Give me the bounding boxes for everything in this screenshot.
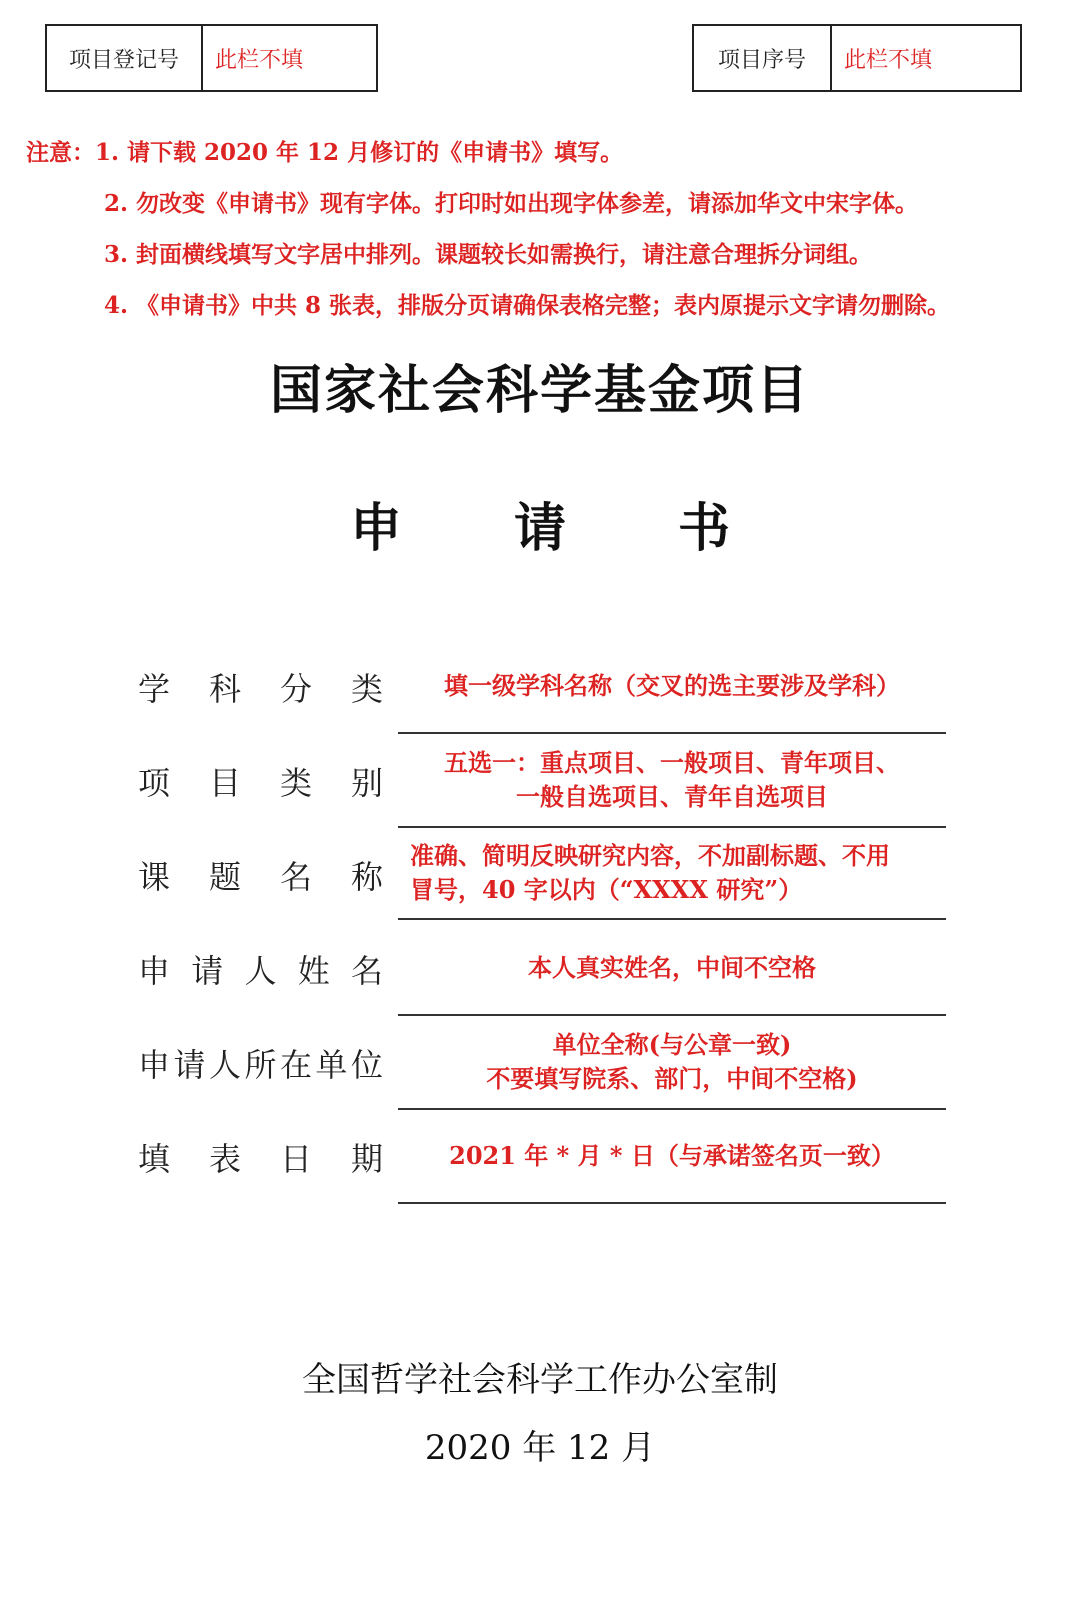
field-row-discipline (138, 640, 948, 734)
field-value-applicant-name[interactable] (398, 922, 946, 1016)
issuing-office: 全国哲学社会科学工作办公室制 (302, 1360, 778, 1400)
label-char: 学 (138, 670, 171, 708)
label-char: 姓 (297, 952, 330, 990)
issue-date: 2020 年 12 月 (424, 1428, 656, 1468)
project-registration-label: 项目登记号 (47, 26, 203, 90)
field-row-applicant-unit (138, 1016, 948, 1110)
field-value-discipline[interactable] (398, 640, 946, 734)
project-serial-box (692, 24, 1022, 92)
label-char: 类 (350, 670, 383, 708)
label-char: 日 (279, 1140, 312, 1178)
label-char: 课 (138, 858, 171, 896)
notice-line-1: 注意：1. 请下载 2020 年 12 月修订的《申请书》填写。 (26, 139, 624, 166)
field-value-topic-name[interactable] (398, 828, 946, 920)
label-char: 科 (208, 670, 241, 708)
notice-line-4: 4. 《申请书》中共 8 张表，排版分页请确保表格完整；表内原提示文字请勿删除。 (104, 292, 951, 319)
label-char: 请 (191, 952, 224, 990)
subtitle-char: 书 (677, 498, 730, 559)
field-label-applicant-name (138, 922, 383, 1016)
label-char: 人 (208, 1046, 241, 1084)
notice-line-2: 2. 勿改变《申请书》现有字体。打印时如出现字体参差，请添加华文中宋字体。 (104, 190, 919, 217)
cover-form (138, 640, 948, 1204)
label-char: 称 (350, 858, 383, 896)
field-row-project-type (138, 734, 948, 828)
field-row-topic-name (138, 828, 948, 922)
label-char: 分 (279, 670, 312, 708)
subtitle-char: 申 (350, 498, 403, 559)
document-subtitle (350, 486, 730, 561)
label-char: 名 (350, 952, 383, 990)
notice-line-3: 3. 封面横线填写文字居中排列。课题较长如需换行，请注意合理拆分词组。 (104, 241, 873, 268)
label-char: 名 (279, 858, 312, 896)
value-line: 五选一：重点项目、一般项目、青年项目、 (444, 748, 900, 777)
field-value-applicant-unit[interactable] (398, 1016, 946, 1110)
label-char: 项 (138, 764, 171, 802)
value-line: 2021 年 * 月 * 日（与承诺签名页一致） (449, 1141, 895, 1170)
label-char: 期 (350, 1140, 383, 1178)
field-value-project-type[interactable] (398, 734, 946, 828)
project-registration-value[interactable]: 此栏不填 (215, 47, 304, 73)
field-value-fill-date[interactable] (398, 1110, 946, 1204)
field-label-applicant-unit (138, 1016, 383, 1110)
value-line: 单位全称(与公章一致) (552, 1030, 792, 1059)
label-char: 题 (208, 858, 241, 896)
field-row-applicant-name (138, 922, 948, 1016)
value-line: 冒号，40 字以内（“XXXX 研究”） (410, 875, 803, 904)
project-serial-value[interactable]: 此栏不填 (844, 47, 933, 73)
field-label-fill-date (138, 1110, 383, 1204)
field-label-topic-name (138, 828, 383, 922)
field-label-project-type (138, 734, 383, 828)
label-char: 申 (138, 952, 171, 990)
value-line: 填一级学科名称（交叉的选主要涉及学科） (444, 671, 900, 700)
label-char: 单 (315, 1046, 348, 1084)
project-registration-box (45, 24, 378, 92)
value-line: 准确、简明反映研究内容，不加副标题、不用 (410, 841, 890, 870)
label-char: 类 (279, 764, 312, 802)
field-row-fill-date (138, 1110, 948, 1204)
label-char: 申 (138, 1046, 171, 1084)
project-serial-label: 项目序号 (694, 26, 832, 90)
label-char: 请 (173, 1046, 206, 1084)
value-line: 不要填写院系、部门，中间不空格) (486, 1064, 858, 1093)
document-title: 国家社会科学基金项目 (269, 360, 810, 421)
label-char: 别 (350, 764, 383, 802)
label-char: 目 (208, 764, 241, 802)
label-char: 表 (208, 1140, 241, 1178)
field-label-discipline (138, 640, 383, 734)
label-char: 位 (350, 1046, 383, 1084)
label-char: 在 (279, 1046, 312, 1084)
value-line: 一般自选项目、青年自选项目 (516, 782, 828, 811)
label-char: 人 (244, 952, 277, 990)
notice-block (26, 133, 950, 337)
label-char: 填 (138, 1140, 171, 1178)
value-line: 本人真实姓名，中间不空格 (528, 953, 816, 982)
subtitle-char: 请 (513, 498, 566, 559)
label-char: 所 (244, 1046, 277, 1084)
